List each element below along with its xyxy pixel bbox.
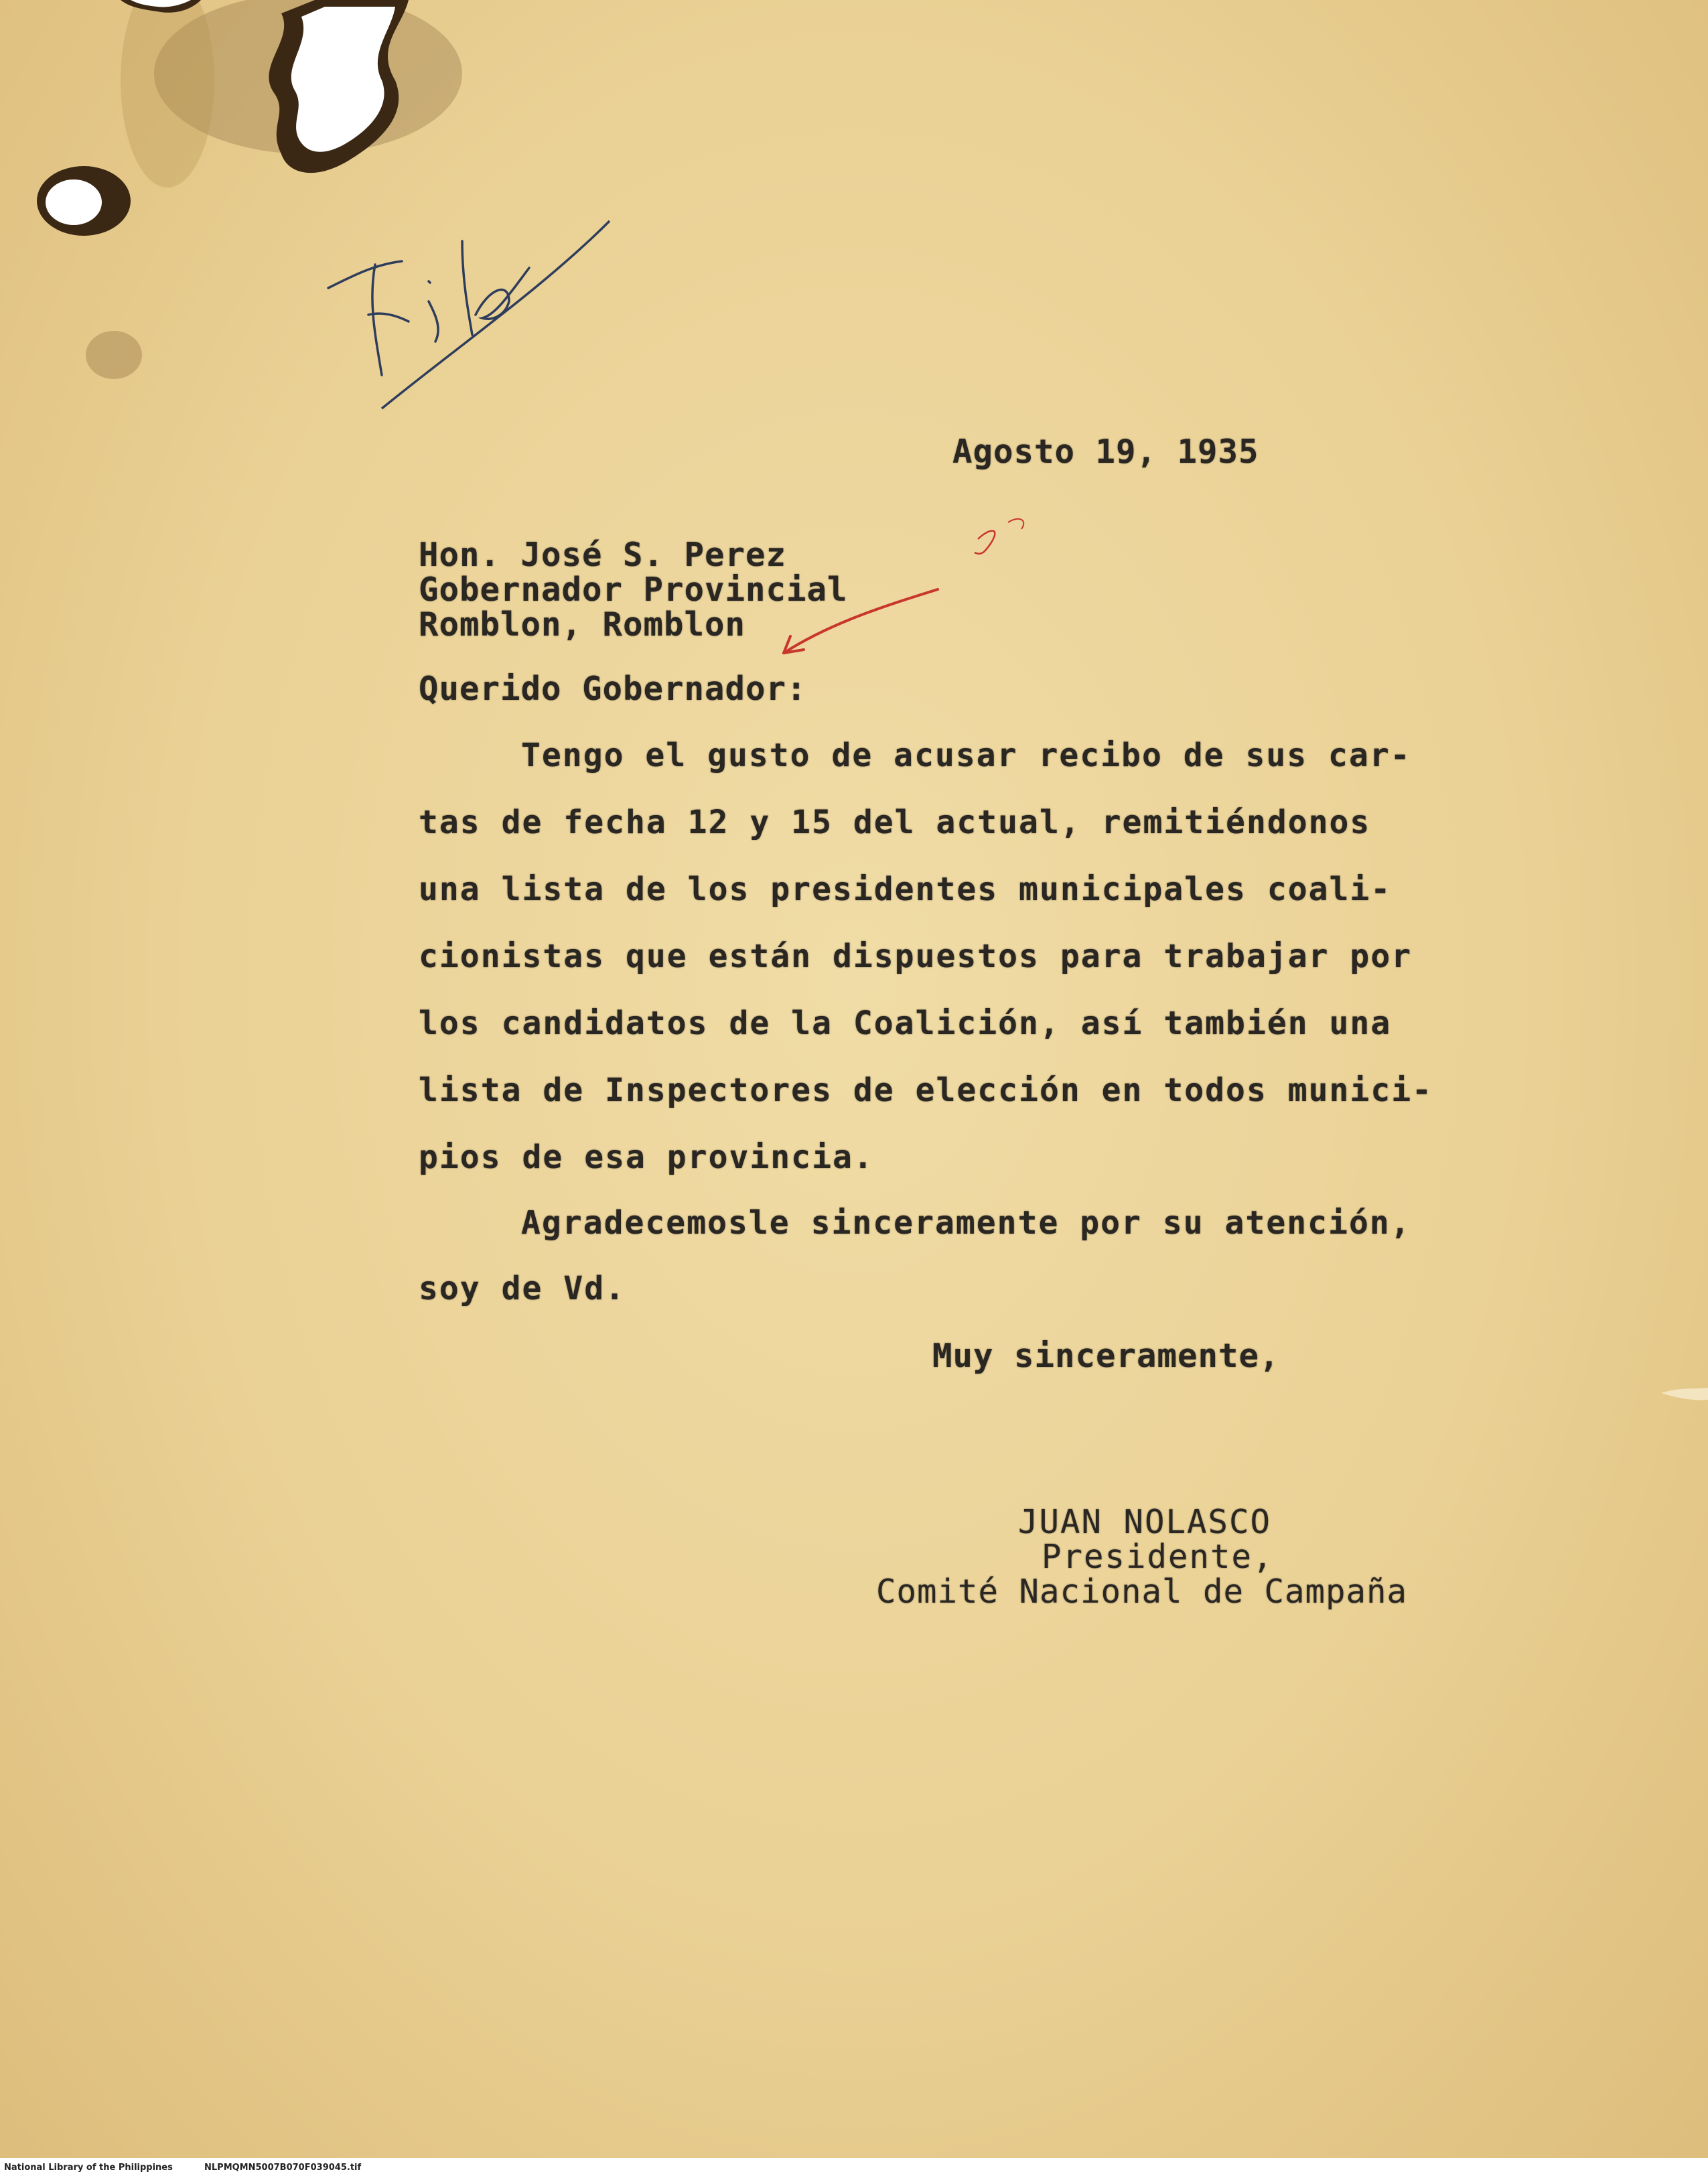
closing-line: soy de Vd.: [419, 1270, 626, 1307]
body-line: Tengo el gusto de acusar recibo de sus car-: [521, 737, 1411, 774]
closing-line: Agradecemosle sinceramente por su atención,: [521, 1204, 1411, 1242]
signatory-name: JUAN NOLASCO: [1018, 1503, 1272, 1541]
archive-footer: [0, 2158, 1708, 2178]
footer-file-id: NLPMQMN5007B070F039045.tif: [204, 2163, 362, 2173]
signatory-title: Presidente,: [1042, 1538, 1274, 1576]
signatory-organization: Comité Nacional de Campaña: [876, 1573, 1408, 1611]
body-line: cionistas que están dispuestos para trabajar por: [419, 938, 1413, 975]
handwritten-file-note: [328, 221, 610, 409]
body-line: pios de esa provincia.: [419, 1139, 874, 1176]
complimentary-close: Muy sinceramente,: [932, 1337, 1280, 1375]
recipient-title: Gobernador Provincial: [419, 571, 848, 609]
recipient-name: Hon. José S. Perez: [419, 536, 787, 574]
body-line: tas de fecha 12 y 15 del actual, remitiéndonos: [419, 804, 1371, 841]
edge-tear: [1661, 1388, 1708, 1400]
body-line: una lista de los presidentes municipales coali-: [419, 871, 1392, 908]
body-line: lista de Inspectores de elección en todos munici-: [419, 1072, 1433, 1109]
burn-damage: [37, 0, 462, 379]
salutation: Querido Gobernador:: [419, 670, 807, 708]
letter-date: Agosto 19, 1935: [952, 433, 1259, 471]
footer-library: National Library of the Philippines: [4, 2163, 173, 2173]
body-line: los candidatos de la Coalición, así también una: [419, 1005, 1392, 1042]
recipient-location: Romblon, Romblon: [419, 605, 746, 644]
